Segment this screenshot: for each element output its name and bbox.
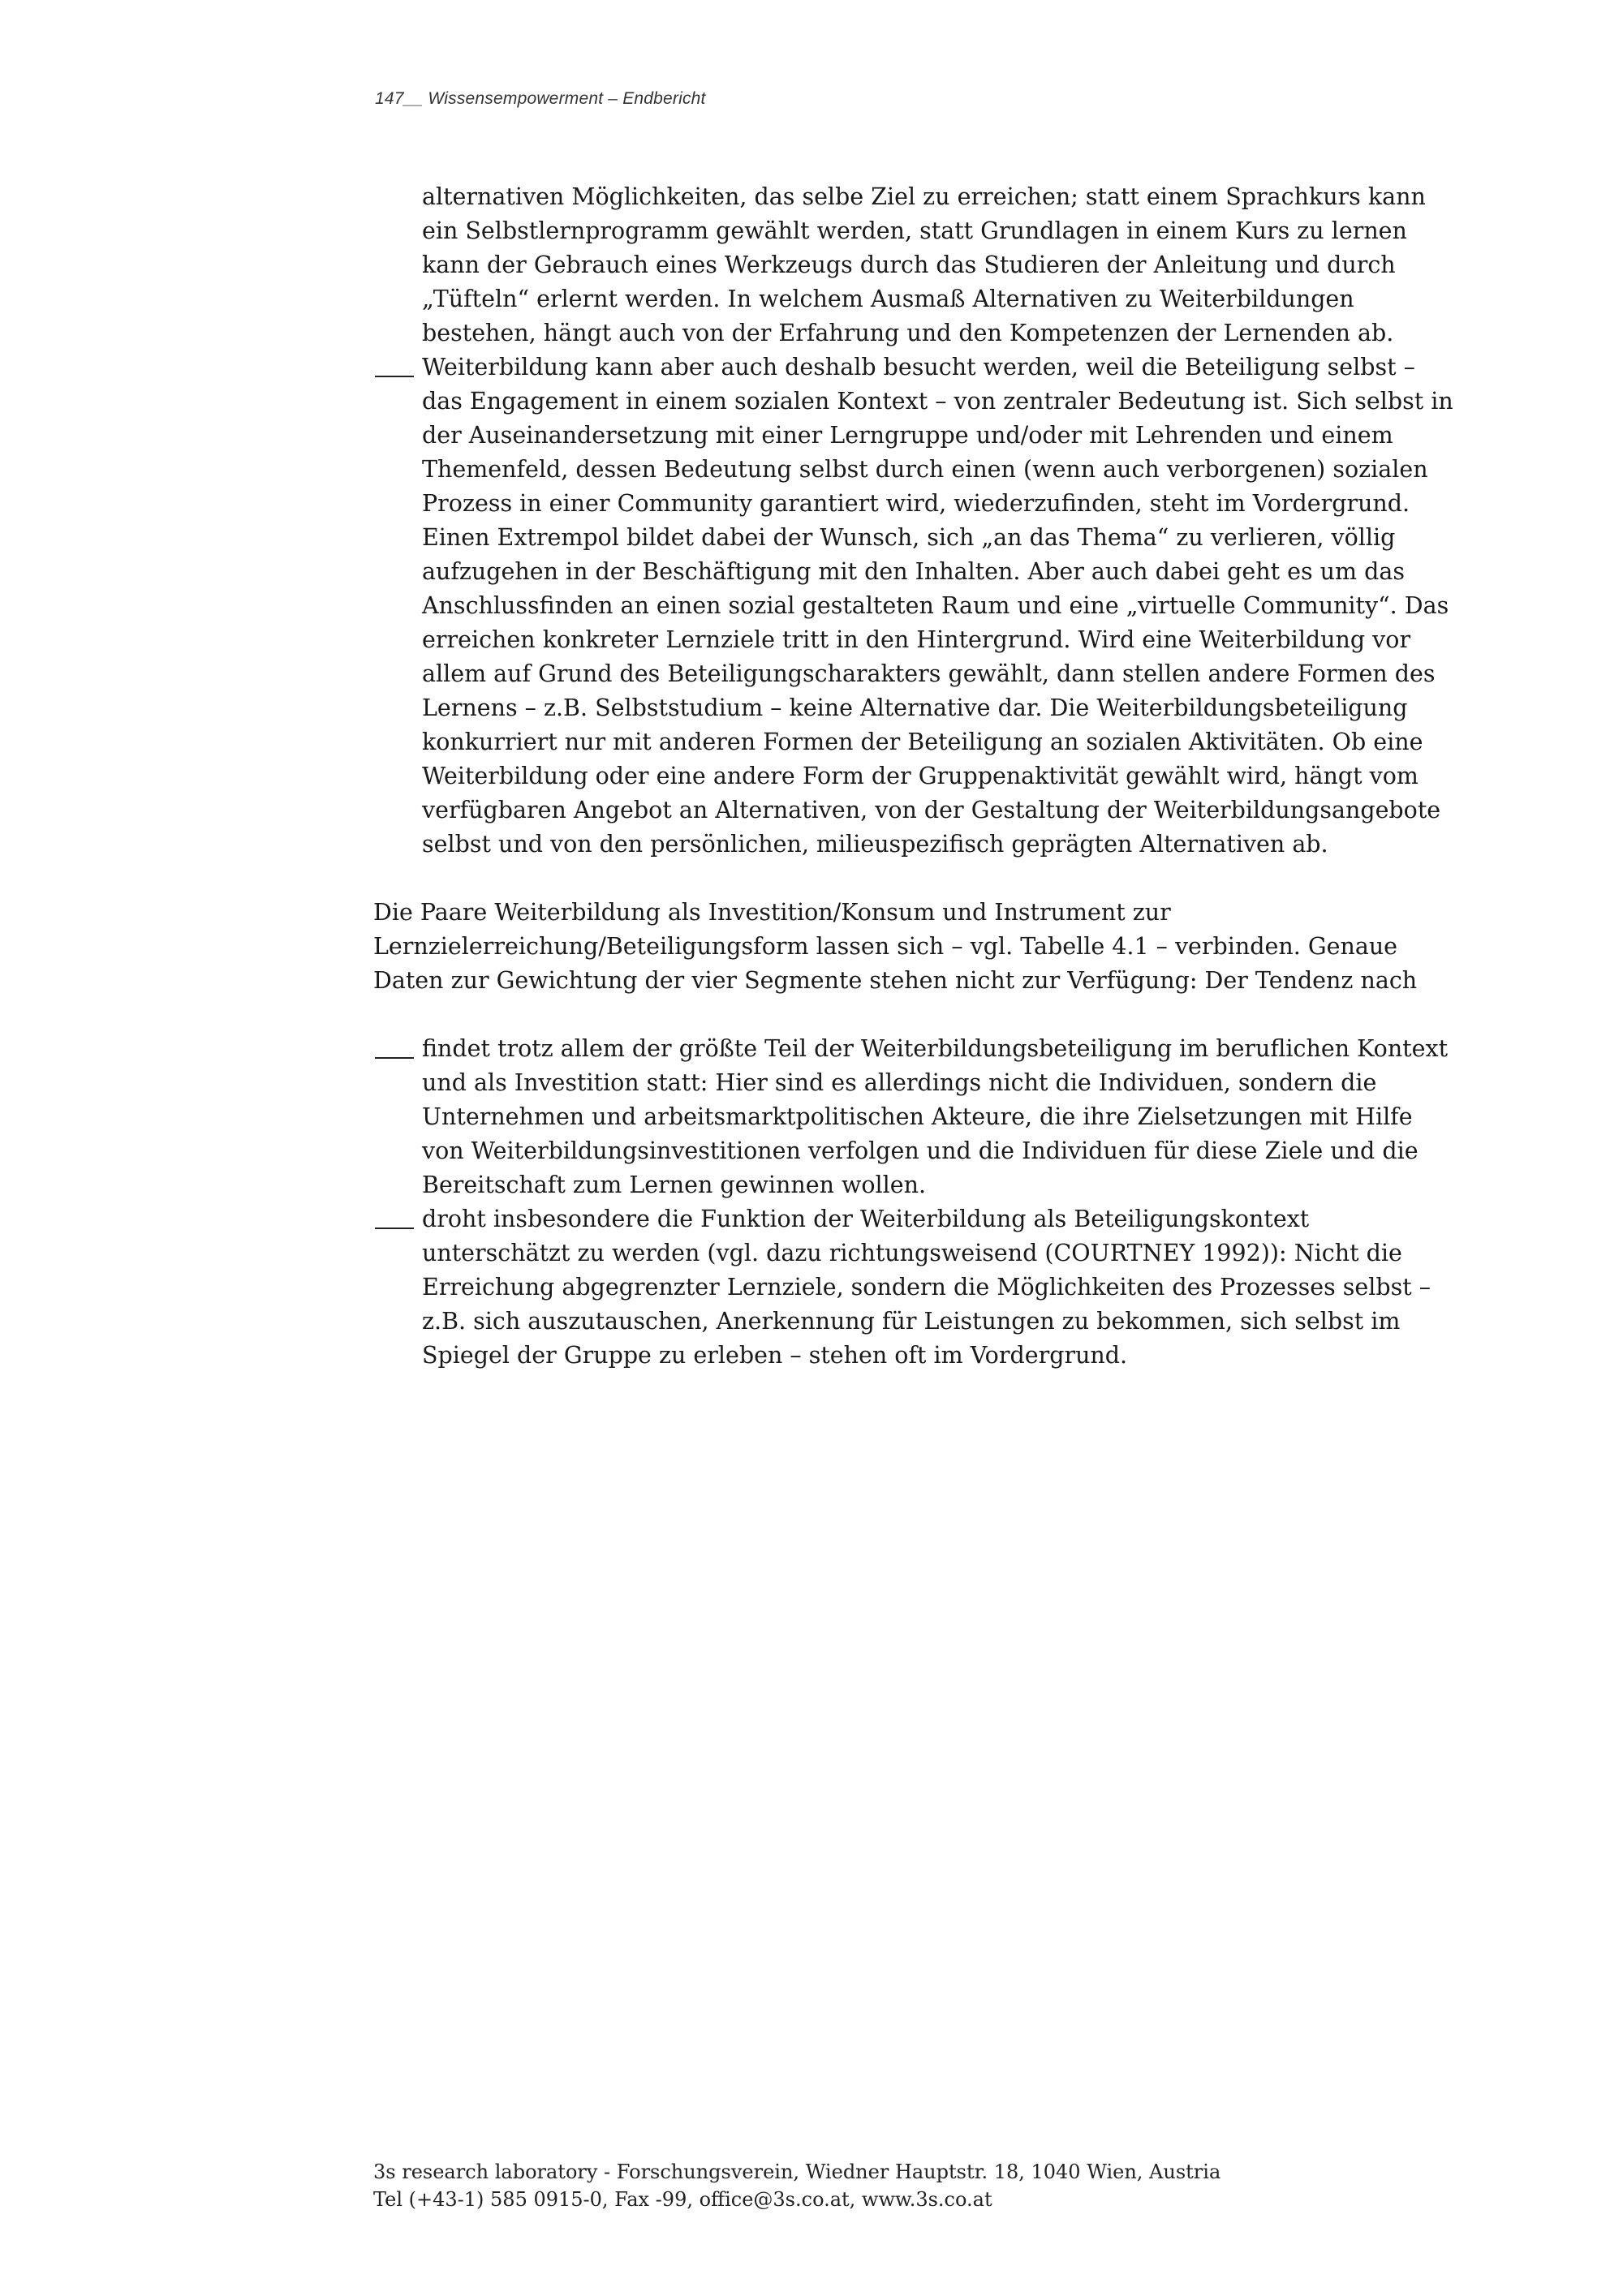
footer-address: 3s research laboratory - Forschungsverein, Wiedner Hauptstr. 18, 1040 Wien, Austria [373, 2161, 1221, 2183]
body-paragraph: Die Paare Weiterbildung als Investition/Konsum und Instrument zur Lernzielerreichung/Beteiligungsform lassen sich – vgl. Tabelle 4.1 – verbinden. Genaue Daten zur Gewichtung der vier Segmente stehen nicht zur Verfügung: Der Tendenz nach [373, 899, 1418, 994]
bullet-dash [375, 1228, 414, 1229]
document-body [373, 180, 1461, 1373]
list-item [373, 1032, 1461, 1202]
list-item [373, 1202, 1461, 1373]
list-item-text: alternativen Möglichkeiten, das selbe Ziel zu erreichen; statt einem Sprachkurs kann ein Selbstlernprogramm gewählt werden, statt Grundlagen in einem Kurs zu lernen kann der Gebrauch eines Werkzeugs durch das Studieren der Anleitung und durch „Tüfteln“ erlernt werden. In welchem Ausmaß Alternativen zu Weiterbildungen bestehen, hängt auch von der Erfahrung und den Kompetenzen der Lernenden ab. [422, 183, 1426, 346]
bullet-dash [375, 1057, 414, 1059]
running-header: 147__ Wissensempowerment – Endbericht [375, 89, 706, 108]
footer-contact: Tel (+43-1) 585 0915-0, Fax -99, office@3s.co.at, www.3s.co.at [373, 2188, 992, 2211]
list-item [373, 350, 1461, 862]
bullet-dash [375, 376, 414, 377]
list-item-continuation [373, 180, 1461, 350]
list-item-text: Weiterbildung kann aber auch deshalb besucht werden, weil die Beteiligung selbst – das Engagement in einem sozialen Kontext – von zentraler Bedeutung ist. Sich selbst in der Auseinandersetzung mit einer Lerngruppe und/oder mit Lehrenden und einem Themenfeld, dessen Bedeutung selbst durch einen (wenn auch verborgenen) sozialen Prozess in einer Community garantiert wird, wiederzufinden, steht im Vordergrund. Einen Extrempol bildet dabei der Wunsch, sich „an das Thema“ zu verlieren, völlig aufzugehen in der Beschäftigung mit den Inhalten. Aber auch dabei geht es um das Anschlussfinden an einen sozial gestalteten Raum und eine „virtuelle Community“. Das erreichen konkreter Lernziele tritt in den Hintergrund. Wird eine Weiterbildung vor allem auf Grund des Beteiligungscharakters gewählt, dann stellen andere Formen des Lernens – z.B. Selbststudium – keine Alternative dar. Die Weiterbildungsbeteiligung konkurriert nur mit anderen Formen der Beteiligung an sozialen Aktivitäten. Ob eine Weiterbildung oder eine andere Form der Gruppenaktivität gewählt wird, hängt vom verfügbaren Angebot an Alternativen, von der Gestaltung der Weiterbildungsangebote selbst und von den persönlichen, milieuspezifisch geprägten Alternativen ab. [422, 354, 1453, 858]
list-item-text: droht insbesondere die Funktion der Weiterbildung als Beteiligungskontext unterschätzt zu werden (vgl. dazu richtungsweisend (COURTNEY 1992)): Nicht die Erreichung abgegrenzter Lernziele, sondern die Möglichkeiten des Prozesses selbst – z.B. sich auszutauschen, Anerkennung für Leistungen zu bekommen, sich selbst im Spiegel der Gruppe zu erleben – stehen oft im Vordergrund. [422, 1206, 1431, 1369]
list-item-text: findet trotz allem der größte Teil der Weiterbildungsbeteiligung im beruflichen Kontext und als Investition statt: Hier sind es allerdings nicht die Individuen, sondern die Unternehmen und arbeitsmarktpolitischen Akteure, die ihre Zielsetzungen mit Hilfe von Weiterbildungsinvestitionen verfolgen und die Individuen für diese Ziele und die Bereitschaft zum Lernen gewinnen wollen. [422, 1035, 1449, 1198]
page-footer [373, 2158, 1220, 2213]
